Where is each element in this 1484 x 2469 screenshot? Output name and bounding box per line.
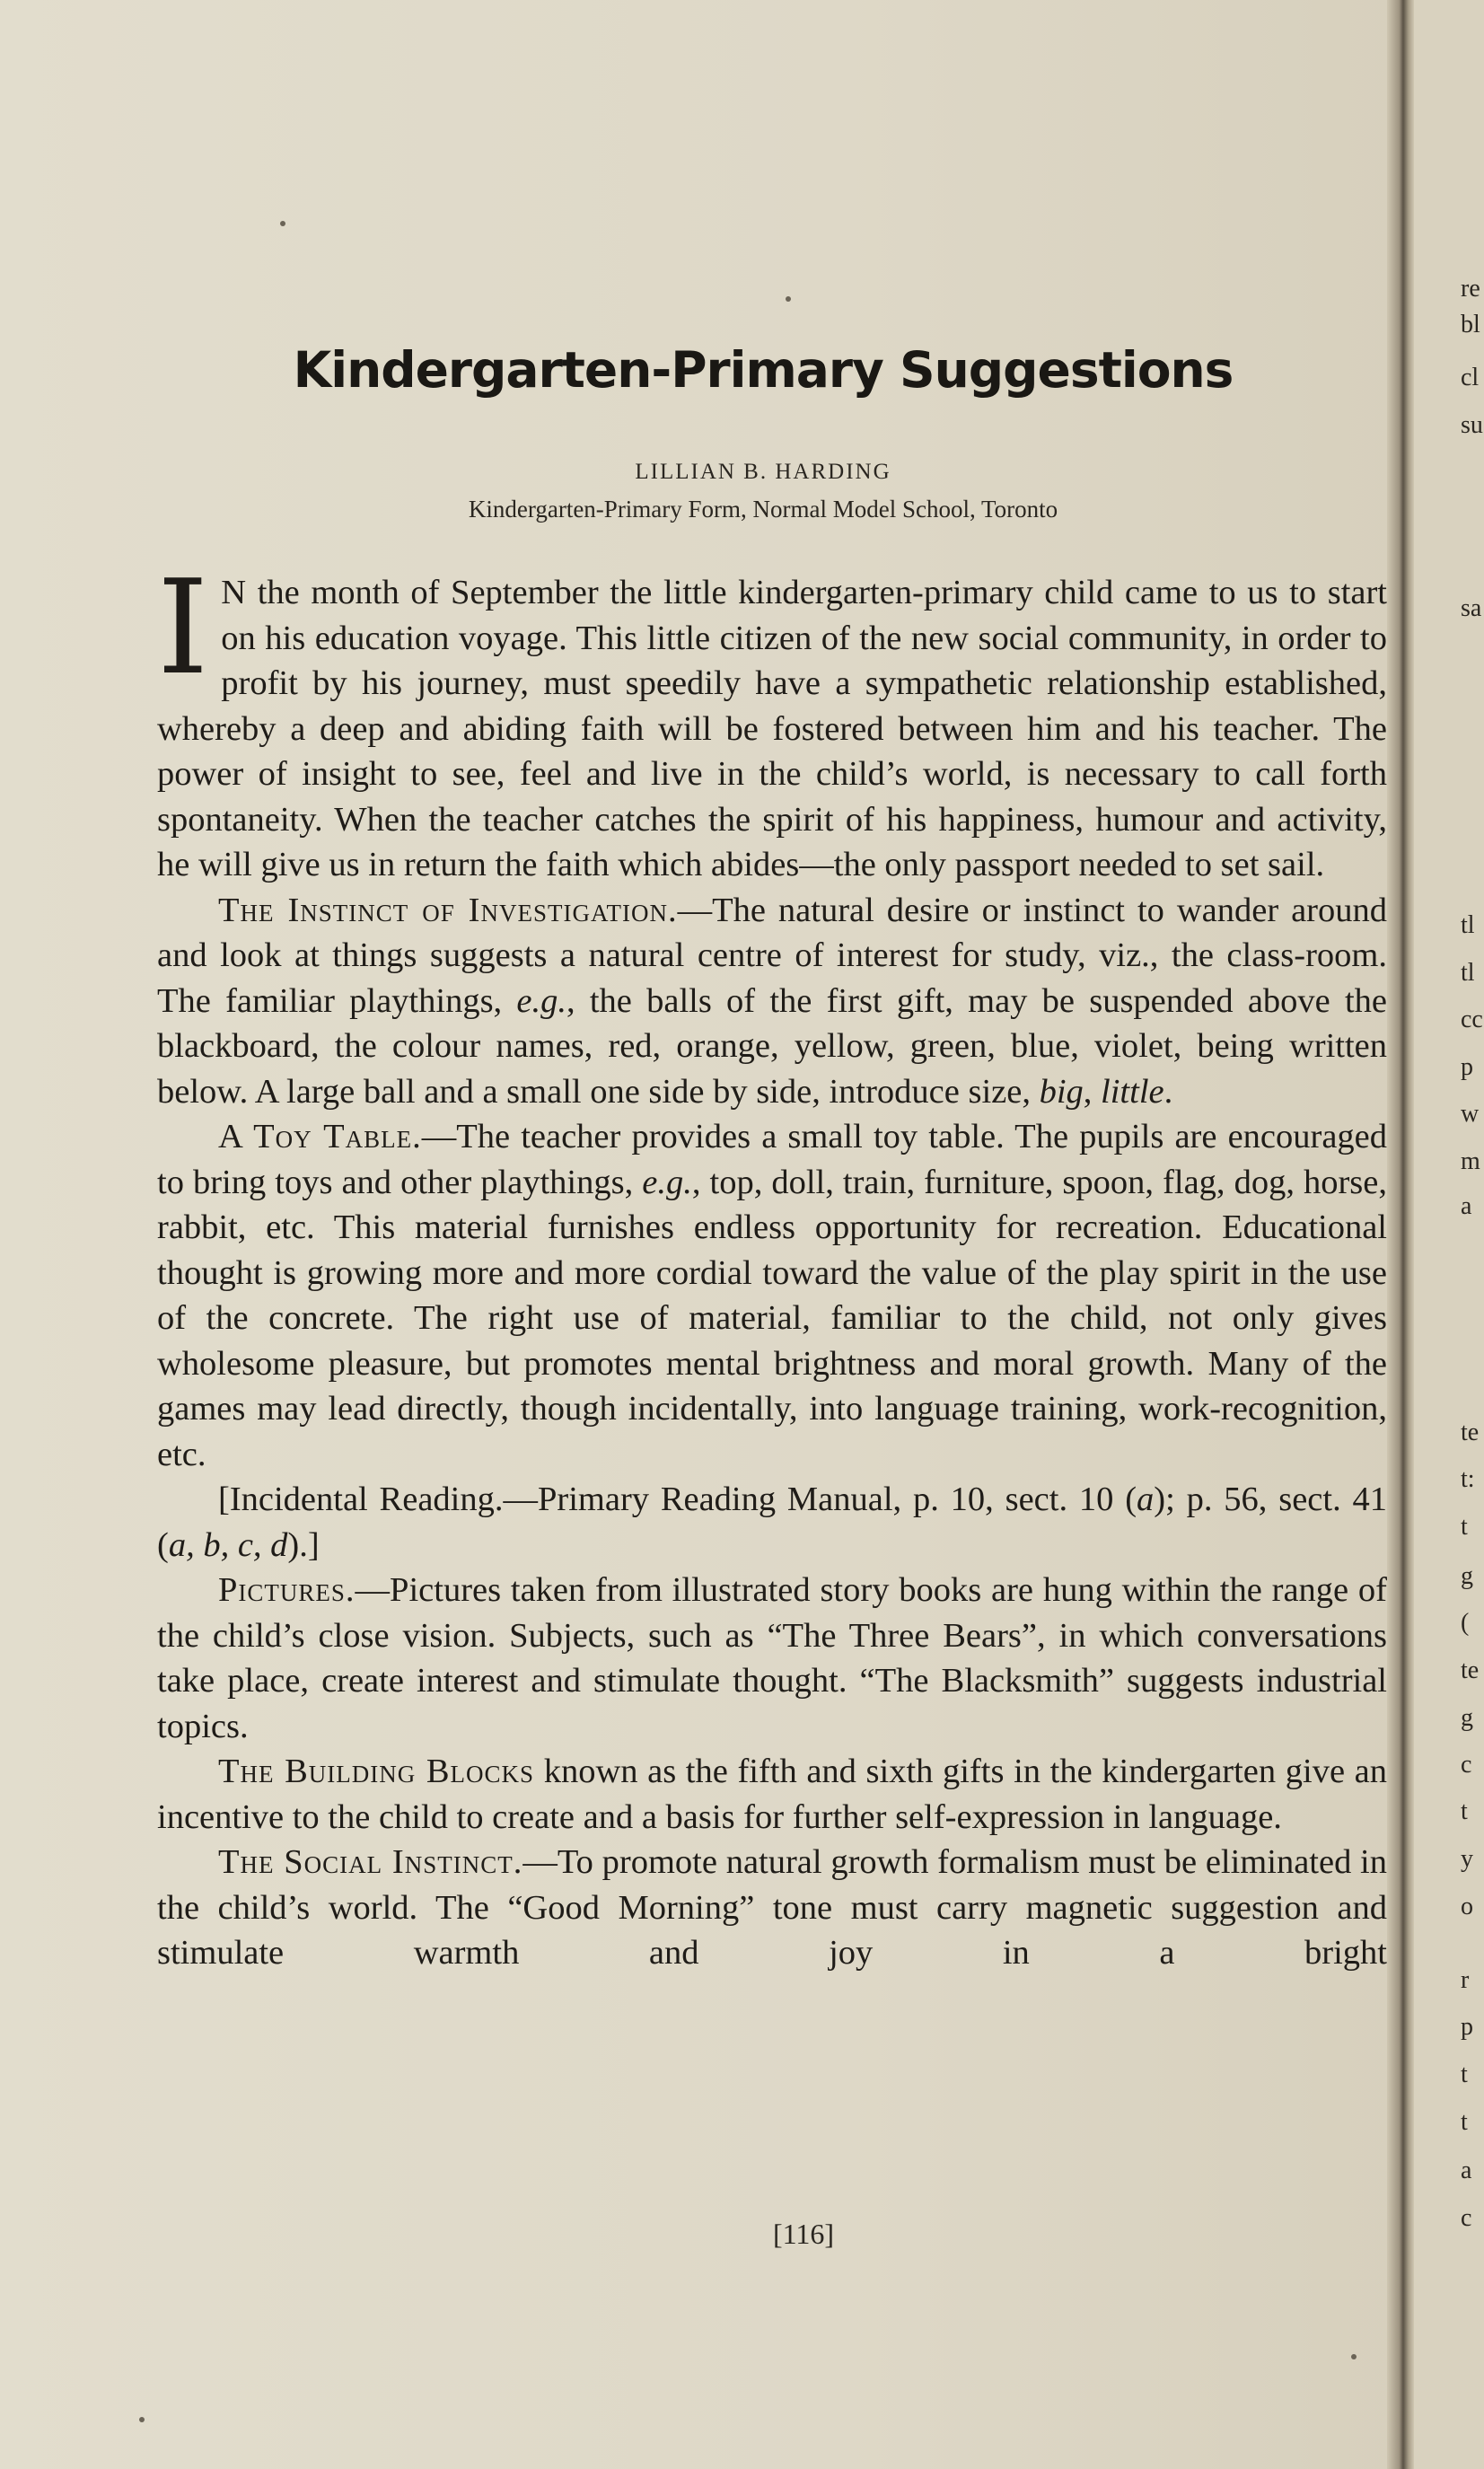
- adjacent-fragment: sa: [1461, 594, 1482, 622]
- italic-text: a, b, c, d: [168, 1525, 288, 1564]
- paragraph-investigation: [157, 888, 1387, 1115]
- paragraph-intro: [157, 552, 1387, 888]
- adjacent-fragment: t: [1461, 1513, 1468, 1541]
- adjacent-fragment: g: [1461, 1704, 1473, 1732]
- paragraph-social-instinct: [157, 1840, 1387, 1976]
- adjacent-fragment: t: [1461, 2060, 1468, 2088]
- adjacent-fragment: su: [1461, 411, 1483, 439]
- adjacent-fragment: te: [1461, 1656, 1480, 1684]
- paragraph-text: known as the fifth and sixth gifts in the kindergarten give an incentive to the child to create and a basis for further self-expression in language.: [157, 1753, 1387, 1836]
- adjacent-fragment: r: [1461, 1966, 1470, 1994]
- italic-text: big: [1039, 1072, 1084, 1111]
- adjacent-fragment: o: [1461, 1893, 1473, 1920]
- adjacent-fragment: (: [1461, 1609, 1470, 1637]
- section-heading: The Social Instinct.: [218, 1843, 523, 1881]
- paragraph-building-blocks: [157, 1749, 1387, 1840]
- paragraph-text: , the balls of the first gift, may be suspended above the blackboard, the colour names, red, orange, yellow, green, blue, violet, being written below. A large ball and a small one side by side, introduce size,: [157, 981, 1388, 1111]
- paper-speck: [280, 221, 285, 226]
- italic-text: e.g.: [642, 1163, 692, 1201]
- paragraph-text: .: [1163, 1072, 1173, 1111]
- paragraph-text: —The natural desire or instinct to wander around and look at things suggests a natural centre of interest for study, viz., the class-room. The familiar playthings,: [157, 891, 1387, 1020]
- section-heading: The Building Blocks: [218, 1753, 535, 1790]
- article-affiliation: Kindergarten-Primary Form, Normal Model School, Toronto: [468, 496, 1058, 523]
- italic-text: e.g.: [516, 981, 567, 1020]
- adjacent-fragment: c: [1461, 1751, 1472, 1779]
- adjacent-fragment: cl: [1461, 364, 1480, 391]
- paragraph-text: N the month of September the little kindergarten-primary child came to us to start on his education voyage. This little citizen of the new social community, in order to profit by his journey, must speedily have a sympathetic relationship established, whereby a deep and abiding faith will be fostered between him and his teacher. The power of insight to see, feel and live in the child’s world, is necessary to call forth spontaneity. When the teacher catches the spirit of his happiness, humour and activity, he will give us in return the faith which abides—the only passport needed to set sail.: [157, 574, 1387, 883]
- paragraph-toy-table: [157, 1114, 1387, 1477]
- adjacent-fragment: te: [1461, 1419, 1480, 1446]
- paragraph-text: ).]: [287, 1525, 320, 1564]
- adjacent-fragment: t: [1461, 2108, 1468, 2136]
- paragraph-text: [Incidental Reading.—Primary Reading Manual, p. 10, sect. 10 (: [218, 1481, 1137, 1518]
- adjacent-fragment: c: [1461, 2204, 1472, 2232]
- paper-speck: [139, 2417, 145, 2422]
- drop-cap: I: [157, 552, 209, 704]
- paragraph-text: —To promote natural growth formalism must be eliminated in the child’s world. The “Good Morning” tone must carry magnetic suggestion and stimulate warmth and joy in a bright: [157, 1843, 1388, 1972]
- adjacent-fragment: m: [1461, 1147, 1480, 1175]
- adjacent-fragment: p: [1461, 1053, 1473, 1081]
- adjacent-fragment: tl: [1461, 959, 1475, 987]
- paragraph-text: ); p. 56, sect. 41 (: [157, 1481, 1387, 1564]
- adjacent-fragment: bl: [1461, 311, 1480, 338]
- section-heading: A Toy Table.: [218, 1118, 422, 1155]
- adjacent-fragment: y: [1461, 1845, 1473, 1873]
- adjacent-fragment: t: [1461, 1797, 1468, 1825]
- paragraph-text: , top, doll, train, furniture, spoon, flag, dog, horse, rabbit, etc. This material furnishes endless opportunity for recreation. Educational thought is growing more and more cordial toward the value of the play spirit in the use of the concrete. The right use of material, familiar to the child, not only gives wholesome pleasure, but promotes mental brightness and moral growth. Many of the games may lead directly, though incidentally, into language training, work-recognition, etc.: [157, 1163, 1387, 1473]
- section-heading: The Instinct of Investigation.: [218, 891, 678, 929]
- paragraph-pictures: [157, 1568, 1387, 1749]
- adjacent-fragment: t:: [1461, 1465, 1475, 1493]
- paper-speck: [786, 296, 791, 302]
- paragraph-text: —The teacher provides a small toy table. The pupils are encouraged to bring toys and other playthings,: [157, 1118, 1387, 1201]
- page-number: [116]: [772, 2218, 835, 2250]
- article-title: Kindergarten-Primary Suggestions: [293, 341, 1234, 399]
- adjacent-fragment: a: [1461, 2157, 1472, 2184]
- adjacent-fragment: g: [1461, 1562, 1473, 1590]
- adjacent-fragment: cc: [1461, 1006, 1483, 1033]
- italic-text: a: [1137, 1481, 1155, 1518]
- section-heading: Pictures.: [218, 1571, 356, 1609]
- adjacent-fragment: tl: [1461, 911, 1475, 939]
- paragraph-incidental-reading: [157, 1477, 1387, 1568]
- article-author: LILLIAN B. HARDING: [635, 460, 891, 484]
- paragraph-text: —Pictures taken from illustrated story books are hung within the range of the child’s close vision. Subjects, such as “The Three Bears”, in which conversations take place, create interest and stimulate thought. “The Blacksmith” suggests industrial topics.: [157, 1571, 1387, 1745]
- adjacent-fragment: re: [1461, 275, 1480, 303]
- adjacent-fragment: a: [1461, 1192, 1472, 1220]
- adjacent-fragment: p: [1461, 2013, 1473, 2041]
- italic-text: little: [1101, 1072, 1164, 1111]
- adjacent-fragment: w: [1461, 1100, 1480, 1128]
- paragraph-text: ,: [1083, 1072, 1102, 1111]
- article-body: [157, 552, 1388, 1976]
- paper-speck: [1351, 2354, 1357, 2359]
